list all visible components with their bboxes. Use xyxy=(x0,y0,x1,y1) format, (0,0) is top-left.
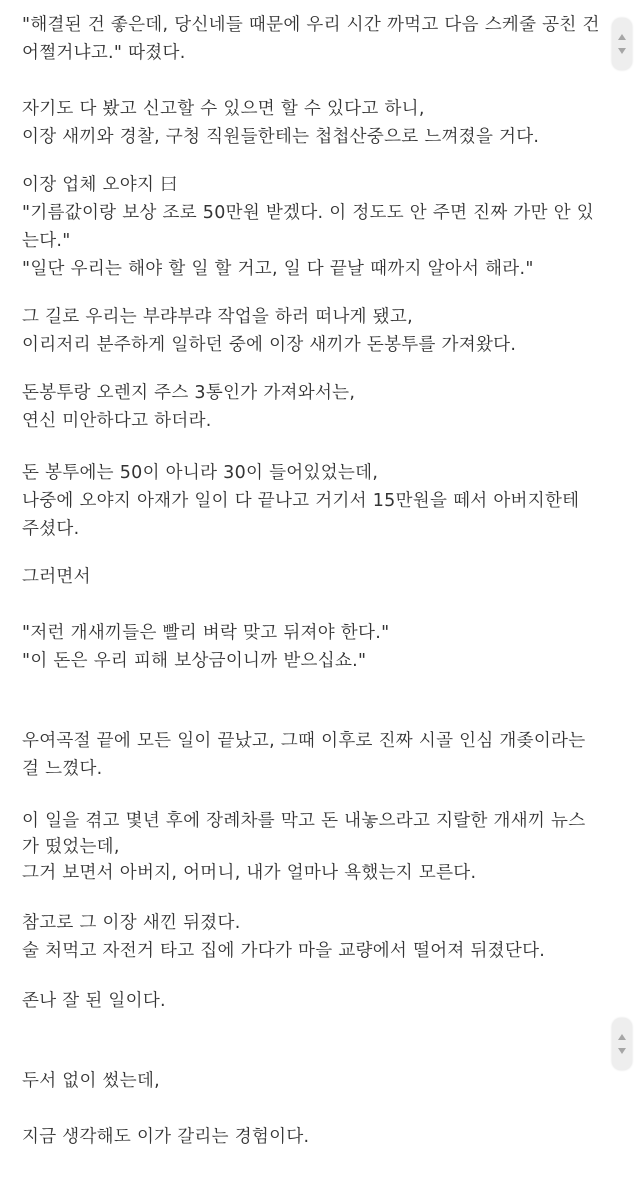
text-line: 이장 업체 오야지 曰 xyxy=(22,175,178,195)
text-line: 존나 잘 된 일이다. xyxy=(22,991,166,1011)
text-line: 가 떴었는데, xyxy=(22,837,120,857)
text-line: 술 처먹고 자전거 타고 집에 가다가 마을 교량에서 떨어져 뒤졌단다. xyxy=(22,941,546,961)
text-line: 는다." xyxy=(22,231,71,251)
text-line: "기름값이랑 보상 조로 50만원 받겠다. 이 정도도 안 주면 진짜 가만 안 있 xyxy=(22,203,594,223)
chevron-up-icon[interactable] xyxy=(618,1034,626,1040)
text-line: 그 길로 우리는 부랴부랴 작업을 하러 떠나게 됐고, xyxy=(22,307,414,327)
text-line: 어쩔거냐고." 따졌다. xyxy=(22,43,186,63)
text-line: "일단 우리는 해야 할 일 할 거고, 일 다 끝날 때까지 알아서 해라." xyxy=(22,259,534,279)
text-line: 나중에 오야지 아재가 일이 다 끝나고 거기서 15만원을 떼서 아버지한테 xyxy=(22,491,580,511)
text-line: 지금 생각해도 이가 갈리는 경험이다. xyxy=(22,1127,310,1147)
text-line: 참고로 그 이장 새낀 뒤졌다. xyxy=(22,913,241,933)
chevron-up-icon[interactable] xyxy=(618,34,626,40)
text-line: 그러면서 xyxy=(22,567,91,587)
text-line: 돈 봉투에는 50이 아니라 30이 들어있었는데, xyxy=(22,463,379,483)
text-line: 이장 새끼와 경찰, 구청 직원들한테는 첩첩산중으로 느껴졌을 거다. xyxy=(22,127,540,147)
chevron-down-icon[interactable] xyxy=(618,48,626,54)
text-line: 우여곡절 끝에 모든 일이 끝났고, 그때 이후로 진짜 시골 인심 개좆이라는 xyxy=(22,731,586,751)
text-line: 돈봉투랑 오렌지 주스 3통인가 가져와서는, xyxy=(22,383,356,403)
text-line: 연신 미안하다고 하더라. xyxy=(22,411,212,431)
text-line: 두서 없이 썼는데, xyxy=(22,1071,161,1091)
scroll-handle-bottom[interactable] xyxy=(612,1018,632,1070)
text-line: "저런 개새끼들은 빨리 벼락 맞고 뒤져야 한다." xyxy=(22,623,390,643)
scroll-handle-top[interactable] xyxy=(612,18,632,70)
text-line: 이 일을 겪고 몇년 후에 장례차를 막고 돈 내놓으라고 지랄한 개새끼 뉴스 xyxy=(22,811,586,831)
text-line: "이 돈은 우리 피해 보상금이니까 받으십쇼." xyxy=(22,651,367,671)
text-line: 걸 느꼈다. xyxy=(22,759,103,779)
text-line: 자기도 다 봤고 신고할 수 있으면 할 수 있다고 하니, xyxy=(22,99,425,119)
text-line: "해결된 건 좋은데, 당신네들 때문에 우리 시간 까먹고 다음 스케줄 공친 건 xyxy=(22,15,600,35)
text-line: 이리저리 분주하게 일하던 중에 이장 새끼가 돈봉투를 가져왔다. xyxy=(22,335,517,355)
text-line: 그거 보면서 아버지, 어머니, 내가 얼마나 욕했는지 모른다. xyxy=(22,863,477,883)
chevron-down-icon[interactable] xyxy=(618,1048,626,1054)
text-line: 주셨다. xyxy=(22,519,80,539)
